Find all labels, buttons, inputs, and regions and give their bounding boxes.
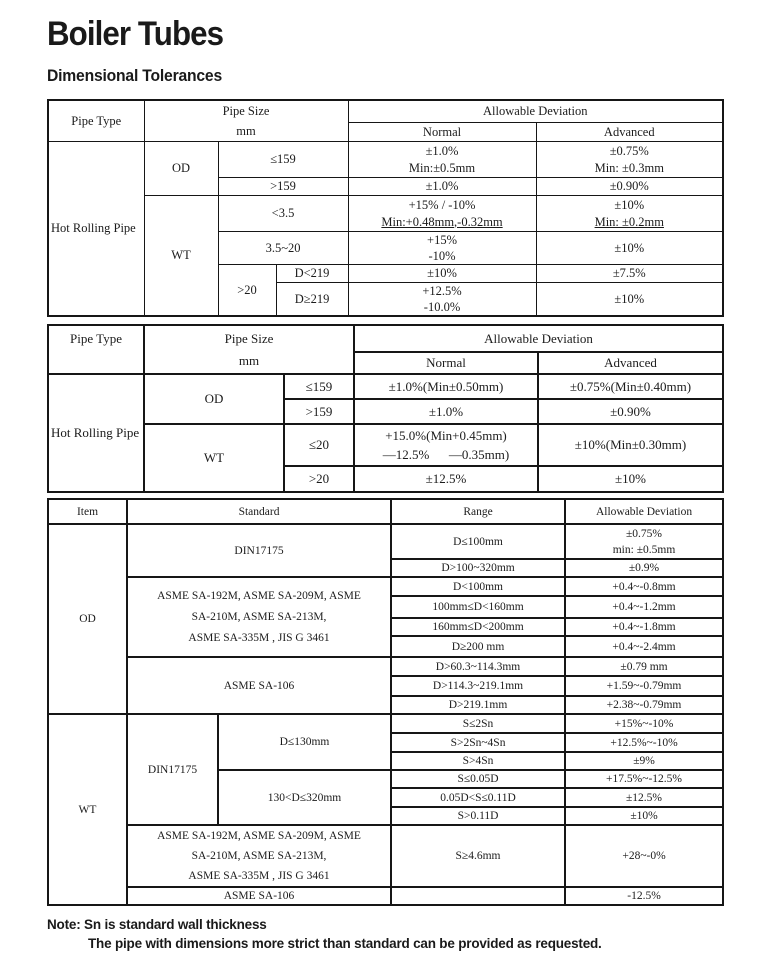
od-cell: OD: [144, 142, 218, 196]
advanced-cell: ±10%: [538, 466, 723, 492]
cell-line: -10.0%: [423, 300, 461, 314]
size-cell: >20: [284, 466, 354, 492]
deviation-cell: +12.5%~-10%: [565, 733, 723, 752]
normal-cell: [354, 424, 538, 466]
page-subtitle: Dimensional Tolerances: [47, 67, 222, 85]
range-cell: D>100~320mm: [391, 559, 565, 577]
table-row: [48, 714, 723, 733]
range-cell: S>4Sn: [391, 752, 565, 770]
table-row: [48, 424, 723, 466]
cell-line: ASME SA-335M , JIS G 3461: [188, 631, 330, 644]
deviation-cell: ±0.9%: [565, 559, 723, 577]
pipe-size-label: Pipe Size: [222, 104, 270, 118]
deviation-cell: ±9%: [565, 752, 723, 770]
pipe-type-cell: Hot Rolling Pipe: [48, 374, 144, 492]
normal-cell: [348, 142, 536, 178]
standard-cell: DIN17175: [127, 714, 218, 825]
pipe-size-header: [144, 325, 354, 374]
deviation-cell: +0.4~-0.8mm: [565, 577, 723, 596]
standard-cell: [127, 825, 391, 887]
normal-cell: ±1.0%: [348, 178, 536, 196]
range-cell: 0.05D<S≤0.11D: [391, 788, 565, 807]
advanced-cell: ±10%(Min±0.30mm): [538, 424, 723, 466]
size-cell: >159: [284, 399, 354, 424]
pipe-type-cell: Hot Rolling Pipe: [48, 142, 144, 317]
advanced-header: Advanced: [538, 352, 723, 374]
item-header: Item: [48, 499, 127, 524]
tolerance-table-standards: [47, 498, 724, 906]
range-cell: D≤100mm: [391, 524, 565, 559]
table-row: [48, 524, 723, 559]
cell-line: +12.5%: [422, 284, 462, 298]
table-row: [48, 499, 723, 524]
normal-header: Normal: [348, 123, 536, 142]
deviation-cell: ±0.79 mm: [565, 657, 723, 676]
deviation-cell: +0.4~-1.8mm: [565, 618, 723, 636]
size-cell: ≤159: [284, 374, 354, 399]
cell-line: +15%: [427, 233, 457, 247]
advanced-header: Advanced: [536, 123, 723, 142]
pipe-size-label: Pipe Size: [224, 330, 274, 346]
item-cell: OD: [48, 524, 127, 714]
normal-cell: [348, 283, 536, 317]
table-row: [48, 825, 723, 887]
pipe-type-header: Pipe Type: [48, 325, 144, 374]
advanced-cell: ±7.5%: [536, 265, 723, 283]
advanced-cell: ±0.90%: [536, 178, 723, 196]
cell-line: +15.0%(Min+0.45mm): [385, 428, 507, 443]
cell-line: SA-210M, ASME SA-213M,: [191, 610, 327, 623]
size-cell: <3.5: [218, 196, 348, 232]
advanced-cell: ±0.75%(Min±0.40mm): [538, 374, 723, 399]
deviation-cell: +15%~-10%: [565, 714, 723, 733]
advanced-cell: ±10%: [536, 232, 723, 265]
normal-header: Normal: [354, 352, 538, 374]
normal-cell: ±10%: [348, 265, 536, 283]
size-cell: ≤20: [284, 424, 354, 466]
item-cell: WT: [48, 714, 127, 905]
size-cell: D<219: [276, 265, 348, 283]
deviation-cell: ±12.5%: [565, 788, 723, 807]
page-title: Boiler Tubes: [47, 15, 224, 53]
wt-cell: WT: [144, 196, 218, 317]
size-cell: >20: [218, 265, 276, 317]
table-row: [48, 325, 723, 352]
size-group-cell: D≤130mm: [218, 714, 391, 770]
table-row: [48, 196, 723, 232]
normal-cell: ±12.5%: [354, 466, 538, 492]
table-row: [48, 100, 723, 123]
cell-line: +15% / -10%: [408, 197, 476, 212]
deviation-cell: ±10%: [565, 807, 723, 825]
range-cell: [391, 887, 565, 905]
range-cell: 100mm≤D<160mm: [391, 596, 565, 618]
table-row: [48, 374, 723, 399]
cell-line: -10%: [428, 249, 456, 263]
cell-line: ±1.0%: [425, 143, 459, 158]
pipe-size-header: [144, 100, 348, 142]
pipe-size-unit: mm: [236, 124, 256, 138]
deviation-cell: -12.5%: [565, 887, 723, 905]
tolerance-table-hot-rolling-1: [47, 99, 724, 317]
size-group-cell: 130<D≤320mm: [218, 770, 391, 825]
cell-line: Min:±0.5mm: [408, 160, 476, 175]
standard-cell: [127, 577, 391, 657]
range-cell: S≤2Sn: [391, 714, 565, 733]
allowable-deviation-header: Allowable Deviation: [348, 100, 723, 123]
cell-line: ±10%: [614, 197, 645, 212]
cell-line: ASME SA-192M, ASME SA-209M, ASME: [157, 589, 361, 602]
range-cell: D≥200 mm: [391, 636, 565, 657]
range-cell: S≤0.05D: [391, 770, 565, 788]
cell-line: ±0.75%: [609, 143, 649, 158]
range-cell: D>219.1mm: [391, 696, 565, 714]
advanced-cell: ±10%: [536, 283, 723, 317]
range-cell: D>60.3~114.3mm: [391, 657, 565, 676]
deviation-cell: +17.5%~-12.5%: [565, 770, 723, 788]
range-cell: S≥4.6mm: [391, 825, 565, 887]
range-cell: D>114.3~219.1mm: [391, 676, 565, 696]
advanced-cell: [536, 142, 723, 178]
cell-line: ±0.75%: [626, 527, 663, 540]
standard-cell: DIN17175: [127, 524, 391, 577]
note-line-1: Note: Sn is standard wall thickness: [47, 917, 267, 932]
table-row: [48, 657, 723, 676]
cell-line: Min:+0.48mm,-0.32mm: [381, 214, 503, 229]
range-cell: D<100mm: [391, 577, 565, 596]
normal-cell: ±1.0%(Min±0.50mm): [354, 374, 538, 399]
deviation-cell: +28~-0%: [565, 825, 723, 887]
cell-line: —12.5% —0.35mm): [382, 447, 510, 462]
standard-cell: ASME SA-106: [127, 887, 391, 905]
deviation-cell: +0.4~-1.2mm: [565, 596, 723, 618]
range-cell: 160mm≤D<200mm: [391, 618, 565, 636]
normal-cell: ±1.0%: [354, 399, 538, 424]
cell-line: SA-210M, ASME SA-213M,: [191, 850, 327, 862]
cell-line: Min: ±0.2mm: [594, 214, 664, 229]
size-cell: 3.5~20: [218, 232, 348, 265]
cell-line: ASME SA-192M, ASME SA-209M, ASME: [157, 830, 361, 842]
range-header: Range: [391, 499, 565, 524]
size-cell: D≥219: [276, 283, 348, 317]
cell-line: Min: ±0.3mm: [594, 160, 664, 175]
tolerance-table-hot-rolling-2: [47, 324, 724, 493]
range-cell: S>0.11D: [391, 807, 565, 825]
deviation-cell: +2.38~-0.79mm: [565, 696, 723, 714]
deviation-cell: +0.4~-2.4mm: [565, 636, 723, 657]
table-row: [48, 887, 723, 905]
standard-cell: ASME SA-106: [127, 657, 391, 714]
cell-line: min: ±0.5mm: [612, 543, 676, 556]
note-line-2: The pipe with dimensions more strict than standard can be provided as requested.: [88, 936, 602, 951]
deviation-cell: +1.59~-0.79mm: [565, 676, 723, 696]
wt-cell: WT: [144, 424, 284, 492]
table-row: [48, 142, 723, 178]
advanced-cell: ±0.90%: [538, 399, 723, 424]
standard-header: Standard: [127, 499, 391, 524]
notes: [47, 915, 726, 953]
allowable-deviation-header: Allowable Deviation: [354, 325, 723, 352]
deviation-cell: [565, 524, 723, 559]
size-cell: >159: [218, 178, 348, 196]
normal-cell: [348, 196, 536, 232]
size-cell: ≤159: [218, 142, 348, 178]
pipe-type-header: Pipe Type: [48, 100, 144, 142]
od-cell: OD: [144, 374, 284, 424]
table-row: [48, 577, 723, 596]
normal-cell: [348, 232, 536, 265]
deviation-header: Allowable Deviation: [565, 499, 723, 524]
advanced-cell: [536, 196, 723, 232]
pipe-size-unit: mm: [238, 352, 260, 368]
cell-line: ASME SA-335M , JIS G 3461: [188, 870, 330, 882]
range-cell: S>2Sn~4Sn: [391, 733, 565, 752]
